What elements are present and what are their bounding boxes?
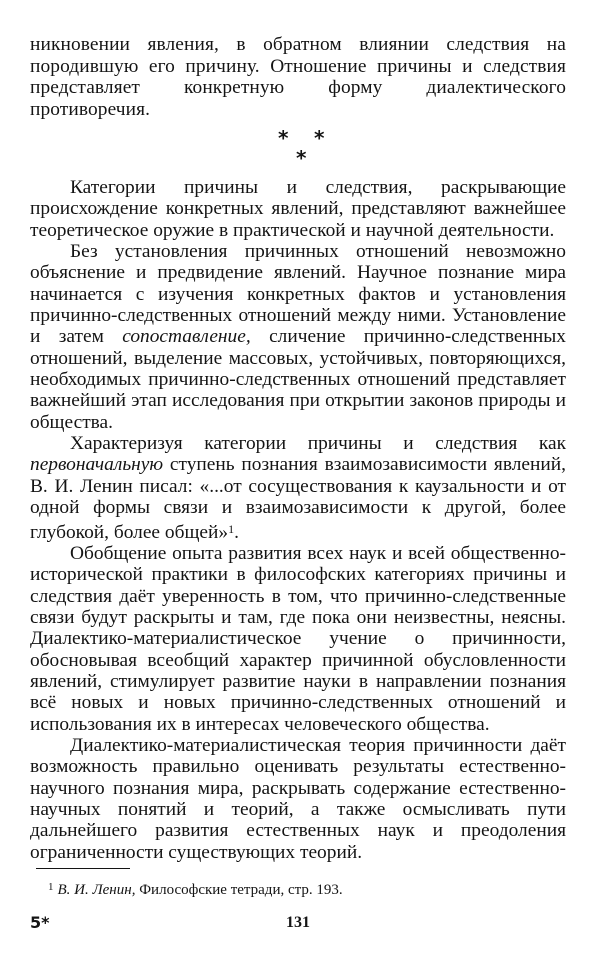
main-text xyxy=(30,177,566,863)
paragraph-3 xyxy=(30,433,566,543)
footnote-text: Философские тетради, стр. 193. xyxy=(135,882,343,898)
section-star-left: * xyxy=(278,126,289,150)
paragraph-4: Обобщение опыта развития всех наук и всей общественно-исторической практики в философских категориях причины и следствия даёт уверенность в том, что причинно-следственные связи будут раскрыты и там, где пока они неизвестны, неясны. Диалектико-материалистическое учение о причинности, обосновывая всеобщий характер причинной обусловленности явлений, стимулирует развитие науки в направлении познания всё новых и новых причинно-следственных отношений и использования их в интересах человеческого общества. xyxy=(30,542,566,735)
footnote xyxy=(48,878,343,899)
paragraph-top: никновении явления, в обратном влиянии следствия на породившую его причину. Отношение причины и следствия представляет конкретную форму диалектического противоречия. xyxy=(30,34,566,120)
continued-paragraph xyxy=(30,34,566,120)
paragraph-1: Категории причины и следствия, раскрывающие происхождение конкретных явлений, представляют важнейшее теоретическое оружие в практической и научной деятельности. xyxy=(30,177,566,241)
paragraph-5: Диалектико-материалистическая теория причинности даёт возможность правильно оценивать результаты естественно-научного познания мира, раскрывать содержание естественно-научных понятий и теорий, а также осмысливать пути дальнейшего развития естественных наук и преодоления ограниченности существующих теорий. xyxy=(30,734,566,863)
paragraph-3-emphasis: первоначальную xyxy=(30,454,164,476)
paragraph-3-text-b: ступень познания взаимозависимости явлений, В. И. Ленин писал: «...от сосуществования к каузальности и от одной формы связи и взаимозависимости к другой, более глубокой, более общей» xyxy=(30,454,566,543)
paragraph-2-emphasis: сопоставление, xyxy=(122,326,251,348)
paragraph-2 xyxy=(30,241,566,433)
paragraph-2-text-a: Без установления причинных отношений невозможно объяснение и предвидение явлений. Научное познание мира начинается с изучения конкретных фактов и установления причинно-следственных отношений между ними. Установление и затем xyxy=(30,241,566,348)
footnote-divider xyxy=(36,868,130,869)
footnote-author: В. И. Ленин, xyxy=(57,882,136,898)
paragraph-3-end: . xyxy=(234,521,239,543)
footnote-marker: 1 xyxy=(48,881,54,893)
paragraph-2-text-b: сличение причинно-следственных отношений, выделение массовых, устойчивых, повторяющихся, необходимых причинно-следственных отношений представляет важнейший этап исследования при открытии законов природы и общества. xyxy=(30,326,566,433)
page-number: 131 xyxy=(286,914,310,931)
section-star-bottom: * xyxy=(296,146,307,170)
printer-signature-mark: 5* xyxy=(30,913,50,932)
section-star-right: * xyxy=(314,126,325,150)
paragraph-3-text-a: Характеризуя категории причины и следствия как xyxy=(70,433,566,455)
footnote-reference: 1 xyxy=(228,521,235,536)
section-break xyxy=(270,126,330,170)
